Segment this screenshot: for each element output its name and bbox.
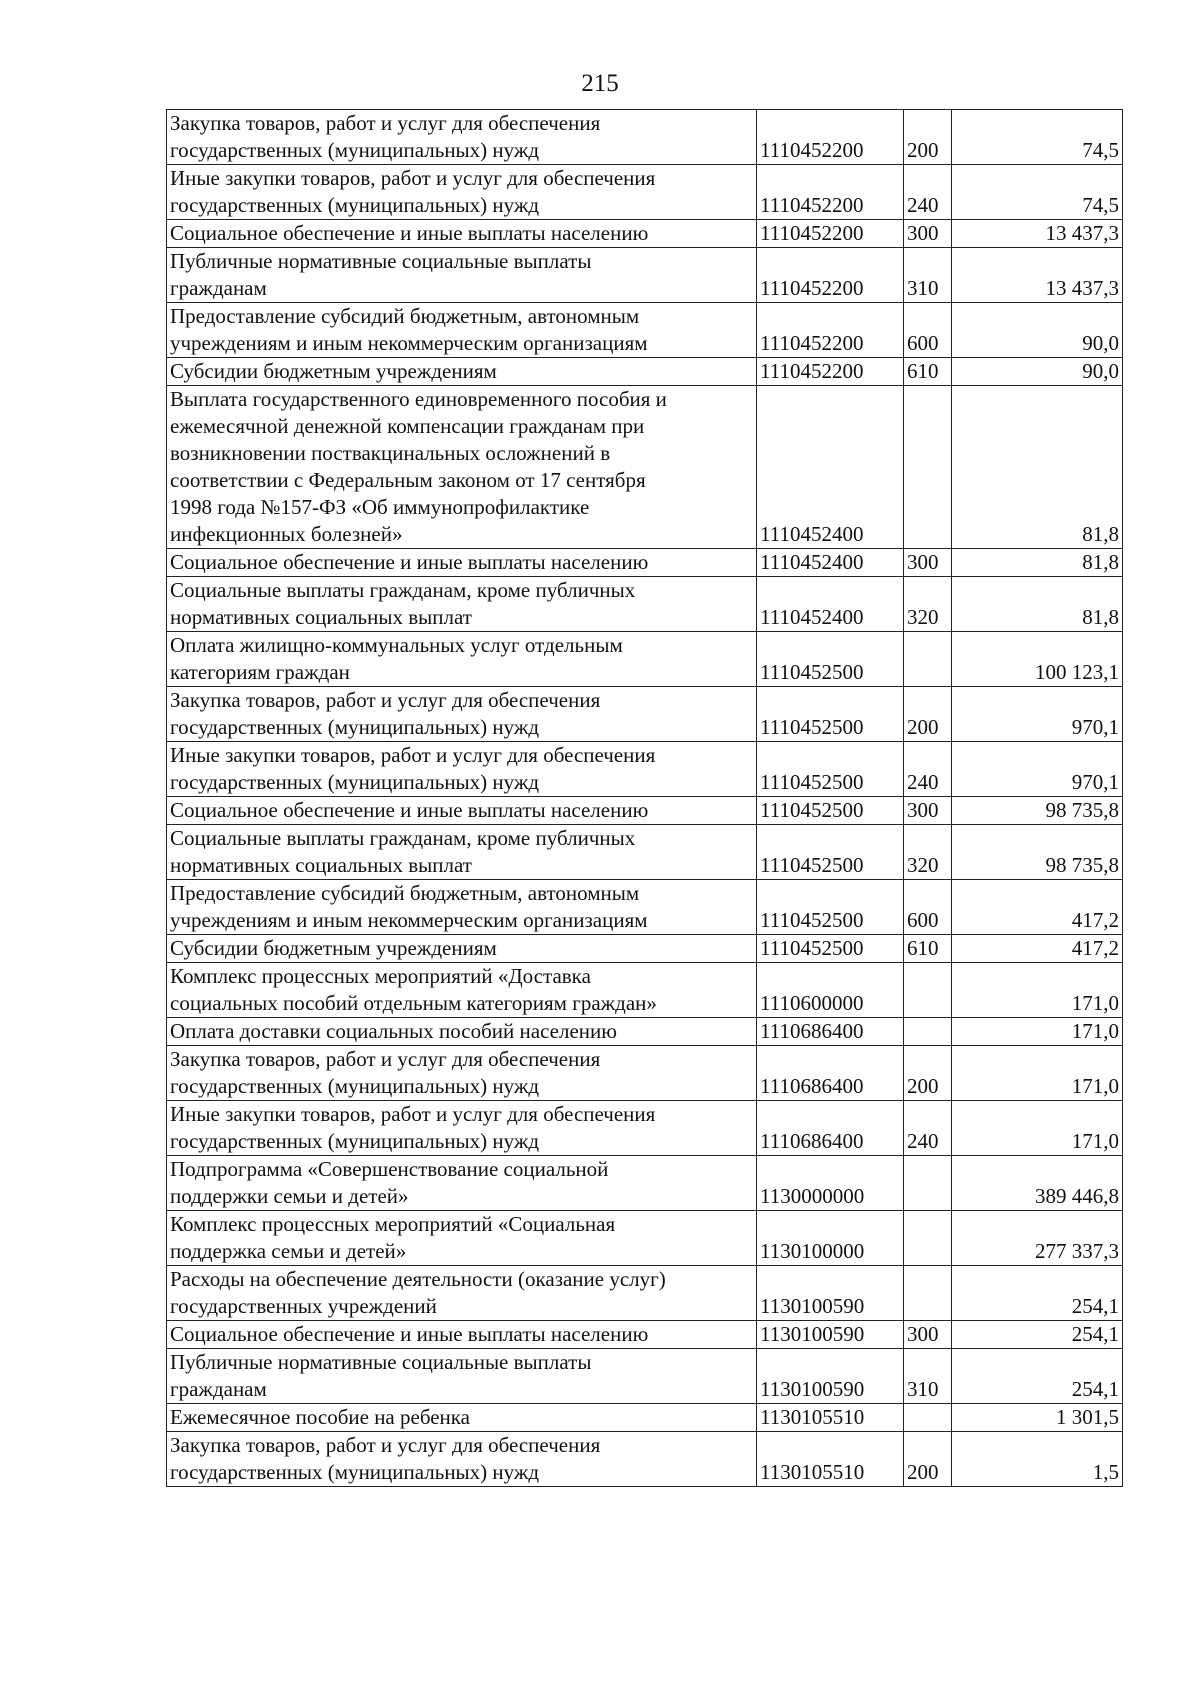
row-code-cell: 1110452200	[757, 220, 904, 248]
table-row	[167, 1211, 1123, 1266]
row-type-cell	[904, 632, 952, 687]
row-code-cell: 1110686400	[757, 1046, 904, 1101]
row-name-cell: Комплекс процессных мероприятий «Доставка социальных пособий отдельным категориям граждан»	[167, 963, 757, 1018]
row-type-cell: 300	[904, 220, 952, 248]
table-row	[167, 1404, 1123, 1432]
table-row	[167, 797, 1123, 825]
table-row	[167, 1101, 1123, 1156]
row-name-cell: Публичные нормативные социальные выплаты гражданам	[167, 1349, 757, 1404]
row-sum-cell: 970,1	[952, 742, 1123, 797]
row-type-cell: 600	[904, 303, 952, 358]
table-row	[167, 1266, 1123, 1321]
row-sum-cell: 389 446,8	[952, 1156, 1123, 1211]
row-code-cell: 1110452500	[757, 825, 904, 880]
row-type-cell	[904, 1156, 952, 1211]
table-row	[167, 825, 1123, 880]
row-code-cell: 1110452200	[757, 303, 904, 358]
row-type-cell: 200	[904, 110, 952, 165]
row-code-cell: 1130105510	[757, 1404, 904, 1432]
page-number: 215	[581, 70, 619, 97]
row-name-cell: Иные закупки товаров, работ и услуг для обеспечения государственных (муниципальных) нужд	[167, 165, 757, 220]
row-type-cell: 300	[904, 549, 952, 577]
row-sum-cell: 74,5	[952, 165, 1123, 220]
row-type-cell: 310	[904, 1349, 952, 1404]
row-name-cell: Социальное обеспечение и иные выплаты населению	[167, 1321, 757, 1349]
row-sum-cell: 13 437,3	[952, 220, 1123, 248]
row-code-cell: 1110452400	[757, 577, 904, 632]
row-code-cell: 1110452500	[757, 632, 904, 687]
row-sum-cell: 171,0	[952, 1046, 1123, 1101]
row-type-cell	[904, 1211, 952, 1266]
table-row	[167, 1156, 1123, 1211]
row-type-cell: 310	[904, 248, 952, 303]
row-code-cell: 1130105510	[757, 1432, 904, 1487]
row-name-cell: Закупка товаров, работ и услуг для обеспечения государственных (муниципальных) нужд	[167, 687, 757, 742]
row-name-cell: Закупка товаров, работ и услуг для обеспечения государственных (муниципальных) нужд	[167, 110, 757, 165]
row-sum-cell: 81,8	[952, 386, 1123, 549]
row-code-cell: 1110600000	[757, 963, 904, 1018]
table-row	[167, 165, 1123, 220]
row-code-cell: 1110452500	[757, 935, 904, 963]
row-sum-cell: 100 123,1	[952, 632, 1123, 687]
row-type-cell	[904, 1266, 952, 1321]
row-type-cell: 300	[904, 797, 952, 825]
row-code-cell: 1130100590	[757, 1266, 904, 1321]
row-name-cell: Социальное обеспечение и иные выплаты населению	[167, 220, 757, 248]
row-code-cell: 1110452200	[757, 358, 904, 386]
row-name-cell: Субсидии бюджетным учреждениям	[167, 935, 757, 963]
row-sum-cell: 81,8	[952, 549, 1123, 577]
row-type-cell: 600	[904, 880, 952, 935]
row-sum-cell: 417,2	[952, 935, 1123, 963]
row-name-cell: Предоставление субсидий бюджетным, автономным учреждениям и иным некоммерческим организациям	[167, 880, 757, 935]
table-row	[167, 358, 1123, 386]
row-name-cell: Расходы на обеспечение деятельности (оказание услуг) государственных учреждений	[167, 1266, 757, 1321]
row-sum-cell: 417,2	[952, 880, 1123, 935]
row-sum-cell: 1 301,5	[952, 1404, 1123, 1432]
table-row	[167, 1432, 1123, 1487]
row-name-cell: Публичные нормативные социальные выплаты гражданам	[167, 248, 757, 303]
row-sum-cell: 1,5	[952, 1432, 1123, 1487]
row-name-cell: Ежемесячное пособие на ребенка	[167, 1404, 757, 1432]
table-row	[167, 386, 1123, 549]
row-code-cell: 1110452200	[757, 165, 904, 220]
row-sum-cell: 13 437,3	[952, 248, 1123, 303]
row-name-cell: Закупка товаров, работ и услуг для обеспечения государственных (муниципальных) нужд	[167, 1046, 757, 1101]
row-sum-cell: 970,1	[952, 687, 1123, 742]
row-code-cell: 1110452500	[757, 742, 904, 797]
row-code-cell: 1110686400	[757, 1018, 904, 1046]
row-name-cell: Иные закупки товаров, работ и услуг для обеспечения государственных (муниципальных) нужд	[167, 742, 757, 797]
table-row	[167, 110, 1123, 165]
row-type-cell	[904, 1018, 952, 1046]
row-type-cell	[904, 1404, 952, 1432]
table-row	[167, 220, 1123, 248]
row-type-cell: 200	[904, 1046, 952, 1101]
row-code-cell: 1130100590	[757, 1349, 904, 1404]
table-row	[167, 880, 1123, 935]
row-name-cell: Социальное обеспечение и иные выплаты населению	[167, 549, 757, 577]
row-code-cell: 1130100000	[757, 1211, 904, 1266]
row-code-cell: 1110452500	[757, 797, 904, 825]
row-name-cell: Закупка товаров, работ и услуг для обеспечения государственных (муниципальных) нужд	[167, 1432, 757, 1487]
table-row	[167, 632, 1123, 687]
table-row	[167, 742, 1123, 797]
row-type-cell: 320	[904, 577, 952, 632]
row-code-cell: 1110452400	[757, 549, 904, 577]
row-name-cell: Оплата жилищно-коммунальных услуг отдельным категориям граждан	[167, 632, 757, 687]
row-type-cell: 200	[904, 1432, 952, 1487]
row-type-cell: 610	[904, 935, 952, 963]
row-code-cell: 1110452200	[757, 248, 904, 303]
row-code-cell: 1110452500	[757, 687, 904, 742]
row-sum-cell: 90,0	[952, 303, 1123, 358]
table-row	[167, 935, 1123, 963]
row-name-cell: Социальные выплаты гражданам, кроме публичных нормативных социальных выплат	[167, 825, 757, 880]
row-type-cell: 300	[904, 1321, 952, 1349]
row-sum-cell: 98 735,8	[952, 825, 1123, 880]
table-row	[167, 1018, 1123, 1046]
row-name-cell: Субсидии бюджетным учреждениям	[167, 358, 757, 386]
row-code-cell: 1130000000	[757, 1156, 904, 1211]
row-code-cell: 1130100590	[757, 1321, 904, 1349]
row-name-cell: Иные закупки товаров, работ и услуг для обеспечения государственных (муниципальных) нужд	[167, 1101, 757, 1156]
row-code-cell: 1110452400	[757, 386, 904, 549]
row-type-cell: 240	[904, 1101, 952, 1156]
row-sum-cell: 254,1	[952, 1321, 1123, 1349]
row-name-cell: Оплата доставки социальных пособий населению	[167, 1018, 757, 1046]
row-type-cell: 200	[904, 687, 952, 742]
row-sum-cell: 254,1	[952, 1349, 1123, 1404]
row-name-cell: Комплекс процессных мероприятий «Социальная поддержка семьи и детей»	[167, 1211, 757, 1266]
row-sum-cell: 171,0	[952, 963, 1123, 1018]
row-sum-cell: 90,0	[952, 358, 1123, 386]
row-sum-cell: 98 735,8	[952, 797, 1123, 825]
table-row	[167, 963, 1123, 1018]
row-name-cell: Выплата государственного единовременного пособия и ежемесячной денежной компенсации гражданам при возникновении поствакцинальных осложнений в соответствии с Федеральным законом от 17 сентября 1998 года №157-ФЗ «Об иммунопрофилактике инфекционных болезней»	[167, 386, 757, 549]
row-sum-cell: 277 337,3	[952, 1211, 1123, 1266]
budget-table	[166, 109, 1123, 1487]
table-row	[167, 549, 1123, 577]
row-sum-cell: 254,1	[952, 1266, 1123, 1321]
row-sum-cell: 81,8	[952, 577, 1123, 632]
table-row	[167, 1046, 1123, 1101]
row-sum-cell: 171,0	[952, 1101, 1123, 1156]
table-row	[167, 577, 1123, 632]
table-row	[167, 248, 1123, 303]
row-type-cell: 320	[904, 825, 952, 880]
row-name-cell: Социальное обеспечение и иные выплаты населению	[167, 797, 757, 825]
table-row	[167, 303, 1123, 358]
row-type-cell: 240	[904, 742, 952, 797]
table-row	[167, 1349, 1123, 1404]
row-code-cell: 1110686400	[757, 1101, 904, 1156]
row-type-cell: 610	[904, 358, 952, 386]
budget-table-body	[167, 110, 1123, 1487]
row-code-cell: 1110452500	[757, 880, 904, 935]
row-name-cell: Предоставление субсидий бюджетным, автономным учреждениям и иным некоммерческим организациям	[167, 303, 757, 358]
row-code-cell: 1110452200	[757, 110, 904, 165]
table-row	[167, 687, 1123, 742]
row-type-cell	[904, 963, 952, 1018]
row-sum-cell: 171,0	[952, 1018, 1123, 1046]
row-type-cell: 240	[904, 165, 952, 220]
row-name-cell: Социальные выплаты гражданам, кроме публичных нормативных социальных выплат	[167, 577, 757, 632]
table-row	[167, 1321, 1123, 1349]
row-name-cell: Подпрограмма «Совершенствование социальной поддержки семьи и детей»	[167, 1156, 757, 1211]
row-sum-cell: 74,5	[952, 110, 1123, 165]
row-type-cell	[904, 386, 952, 549]
